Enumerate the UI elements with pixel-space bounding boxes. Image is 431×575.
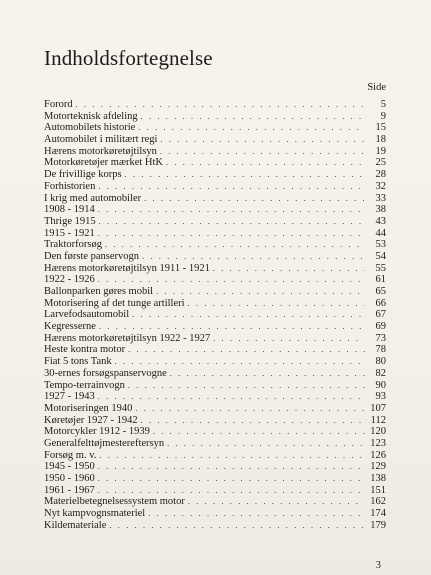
toc-entry-page: 73 — [375, 332, 386, 344]
dot-leader — [98, 461, 365, 473]
toc-entry-label: Nyt kampvognsmateriel — [44, 508, 146, 520]
toc-entry — [44, 157, 386, 169]
toc-entry-page: 126 — [370, 449, 386, 461]
toc-entry-label: Køretøjer 1927 - 1942 — [44, 414, 138, 426]
toc-entry — [44, 485, 386, 497]
toc-entry-label: Traktorforsøg — [44, 239, 102, 251]
toc-entry-page: 53 — [375, 239, 386, 251]
toc-entry-label: Larvefodsautomobil — [44, 309, 130, 321]
page-column-header: Side — [367, 82, 386, 93]
dot-leader — [144, 193, 365, 205]
dot-leader — [167, 438, 365, 450]
toc-entry-label: Kegresserne — [44, 321, 96, 333]
toc-entry — [44, 309, 386, 321]
toc-entry — [44, 216, 386, 228]
toc-entry-label: 1927 - 1943 — [44, 391, 95, 403]
toc-entry — [44, 263, 386, 275]
dot-leader — [98, 181, 365, 193]
dot-leader — [141, 415, 365, 427]
toc-entry-page: 93 — [375, 391, 386, 403]
toc-entry-page: 78 — [375, 344, 386, 356]
dot-leader — [148, 508, 365, 520]
toc-entry — [44, 450, 386, 462]
toc-entry-page: 19 — [375, 145, 386, 157]
toc-entry-page: 9 — [380, 110, 386, 122]
toc-entry — [44, 380, 386, 392]
toc-entry-label: Forsøg m. v. — [44, 449, 97, 461]
dot-leader — [153, 426, 365, 438]
toc-entry — [44, 134, 386, 146]
toc-entry-page: 44 — [375, 227, 386, 239]
toc-entry — [44, 193, 386, 205]
toc-entry-page: 15 — [375, 122, 386, 134]
toc-entry-page: 66 — [375, 297, 386, 309]
toc-entry — [44, 403, 386, 415]
toc-entry-page: 67 — [375, 309, 386, 321]
dot-leader — [156, 286, 365, 298]
toc-entry-label: 1950 - 1960 — [44, 473, 95, 484]
page-title: Indholdsfortegnelse — [44, 46, 213, 70]
toc-entry — [44, 438, 386, 450]
dot-leader — [160, 146, 365, 158]
toc-entry-page: 151 — [370, 484, 386, 496]
toc-entry — [44, 181, 386, 193]
dot-leader — [109, 520, 365, 532]
toc-entry-label: De frivillige korps — [44, 169, 122, 181]
toc-entry-label: Hærens motorkøretøjtilsyn 1922 - 1927 — [44, 332, 211, 344]
toc-entry — [44, 473, 386, 485]
toc-entry-label: Hærens motorkøretøjtilsyn 1911 - 1921 — [44, 262, 210, 274]
dot-leader — [213, 333, 365, 345]
toc-entry — [44, 239, 386, 251]
toc-entry-label: Automobilet i militært regi — [44, 134, 158, 146]
dot-leader — [98, 391, 365, 403]
toc-entry-label: 1961 - 1967 — [44, 484, 95, 496]
toc-entry — [44, 508, 386, 520]
toc-entry-page: 123 — [370, 437, 386, 449]
toc-entry-label: 1922 - 1926 — [44, 274, 95, 286]
toc-entry-page: 32 — [375, 180, 386, 192]
toc-entry-label: Motoriseringen 1940 — [44, 402, 133, 414]
toc-entry-page: 43 — [375, 215, 386, 227]
dot-leader — [98, 228, 365, 240]
dot-leader — [105, 239, 365, 251]
toc-entry-label: Kildemateriale — [44, 519, 107, 531]
toc-entry-label: Fiat 5 tons Tank — [44, 356, 112, 368]
toc-entry-label: I krig med automobiler — [44, 192, 142, 204]
toc-entry-page: 33 — [375, 192, 386, 204]
toc-entry-page: 179 — [370, 519, 386, 531]
toc-entry-page: 25 — [375, 157, 386, 169]
toc-entry — [44, 99, 386, 111]
dot-leader — [99, 450, 365, 462]
toc-entry — [44, 321, 386, 333]
toc-entry-page: 61 — [375, 274, 386, 286]
toc-entry-label: Motorcykler 1912 - 1939 — [44, 426, 150, 438]
dot-leader — [98, 485, 365, 497]
toc-entry-label: Thrige 1915 — [44, 215, 96, 227]
toc-entry-label: 30-ernes forsøgspanservogne — [44, 367, 167, 379]
toc-entry — [44, 286, 386, 298]
toc-entry-label: Heste kontra motor — [44, 344, 126, 356]
toc-entry-label: Motorkøretøjer mærket HtK — [44, 157, 163, 169]
toc-entry-page: 120 — [370, 426, 386, 438]
toc-entry-page: 138 — [370, 473, 386, 484]
dot-leader — [125, 169, 365, 181]
toc-entry-label: Materielbetegnelsessystem motor — [44, 496, 185, 508]
toc-entry-label: 1945 - 1950 — [44, 461, 95, 473]
toc-entry-page: 129 — [370, 461, 386, 473]
dot-leader — [166, 157, 365, 169]
toc-entry-page: 18 — [375, 134, 386, 146]
toc-entry-page: 69 — [375, 321, 386, 333]
toc-entry-page: 55 — [375, 262, 386, 274]
toc-entry-label: Forhistorien — [44, 180, 96, 192]
toc-entry — [44, 111, 386, 123]
toc-entry — [44, 298, 386, 310]
toc-entry — [44, 461, 386, 473]
dot-leader — [132, 309, 365, 321]
toc-entry-page: 5 — [380, 99, 386, 110]
toc-entry — [44, 520, 386, 532]
table-of-contents — [44, 99, 386, 531]
toc-entry — [44, 122, 386, 134]
dot-leader — [213, 263, 365, 275]
toc-entry-label: Den første panservogn — [44, 250, 140, 262]
toc-entry-page: 80 — [375, 356, 386, 368]
toc-entry — [44, 344, 386, 356]
toc-entry-label: Generalfelttøjmestereftersyn — [44, 437, 165, 449]
page-number: 3 — [375, 560, 381, 571]
toc-entry-label: Forord — [44, 99, 73, 110]
toc-entry — [44, 496, 386, 508]
toc-entry-page: 28 — [375, 169, 386, 181]
toc-entry — [44, 204, 386, 216]
dot-leader — [98, 274, 365, 286]
dot-leader — [142, 251, 365, 263]
toc-entry-label: 1915 - 1921 — [44, 227, 95, 239]
dot-leader — [98, 204, 365, 216]
dot-leader — [138, 122, 365, 134]
toc-entry-label: Automobilets historie — [44, 122, 136, 134]
toc-entry — [44, 391, 386, 403]
toc-entry — [44, 368, 386, 380]
dot-leader — [98, 473, 365, 485]
toc-entry-label: Motorteknisk afdeling — [44, 110, 138, 122]
dot-leader — [99, 321, 365, 333]
dot-leader — [128, 380, 365, 392]
toc-entry — [44, 251, 386, 263]
toc-entry-label: 1908 - 1914 — [44, 204, 95, 216]
toc-entry — [44, 228, 386, 240]
dot-leader — [160, 134, 365, 146]
dot-leader — [99, 216, 365, 228]
toc-entry-page: 90 — [375, 379, 386, 391]
dot-leader — [188, 298, 365, 310]
toc-entry — [44, 146, 386, 158]
toc-entry — [44, 426, 386, 438]
toc-entry-page: 162 — [370, 496, 386, 508]
toc-entry — [44, 415, 386, 427]
toc-entry-label: Ballonparken gøres mobil — [44, 286, 154, 297]
dot-leader — [141, 111, 365, 123]
dot-leader — [76, 99, 365, 111]
toc-entry — [44, 356, 386, 368]
dot-leader — [135, 403, 365, 415]
toc-entry-page: 65 — [375, 286, 386, 297]
toc-entry-label: Motorisering af det tunge artilleri — [44, 297, 185, 309]
toc-entry-page: 54 — [375, 250, 386, 262]
toc-entry-page: 174 — [370, 508, 386, 520]
toc-entry — [44, 333, 386, 345]
toc-entry-page: 82 — [375, 367, 386, 379]
toc-entry-page: 107 — [370, 402, 386, 414]
toc-entry — [44, 169, 386, 181]
toc-entry-page: 112 — [370, 414, 386, 426]
dot-leader — [188, 496, 365, 508]
toc-entry-label: Hærens motorkøretøjtilsyn — [44, 145, 157, 157]
dot-leader — [170, 368, 365, 380]
dot-leader — [115, 356, 365, 368]
toc-entry-label: Tempo-terrainvogn — [44, 379, 125, 391]
toc-entry-page: 38 — [375, 204, 386, 216]
toc-entry — [44, 274, 386, 286]
dot-leader — [128, 344, 365, 356]
